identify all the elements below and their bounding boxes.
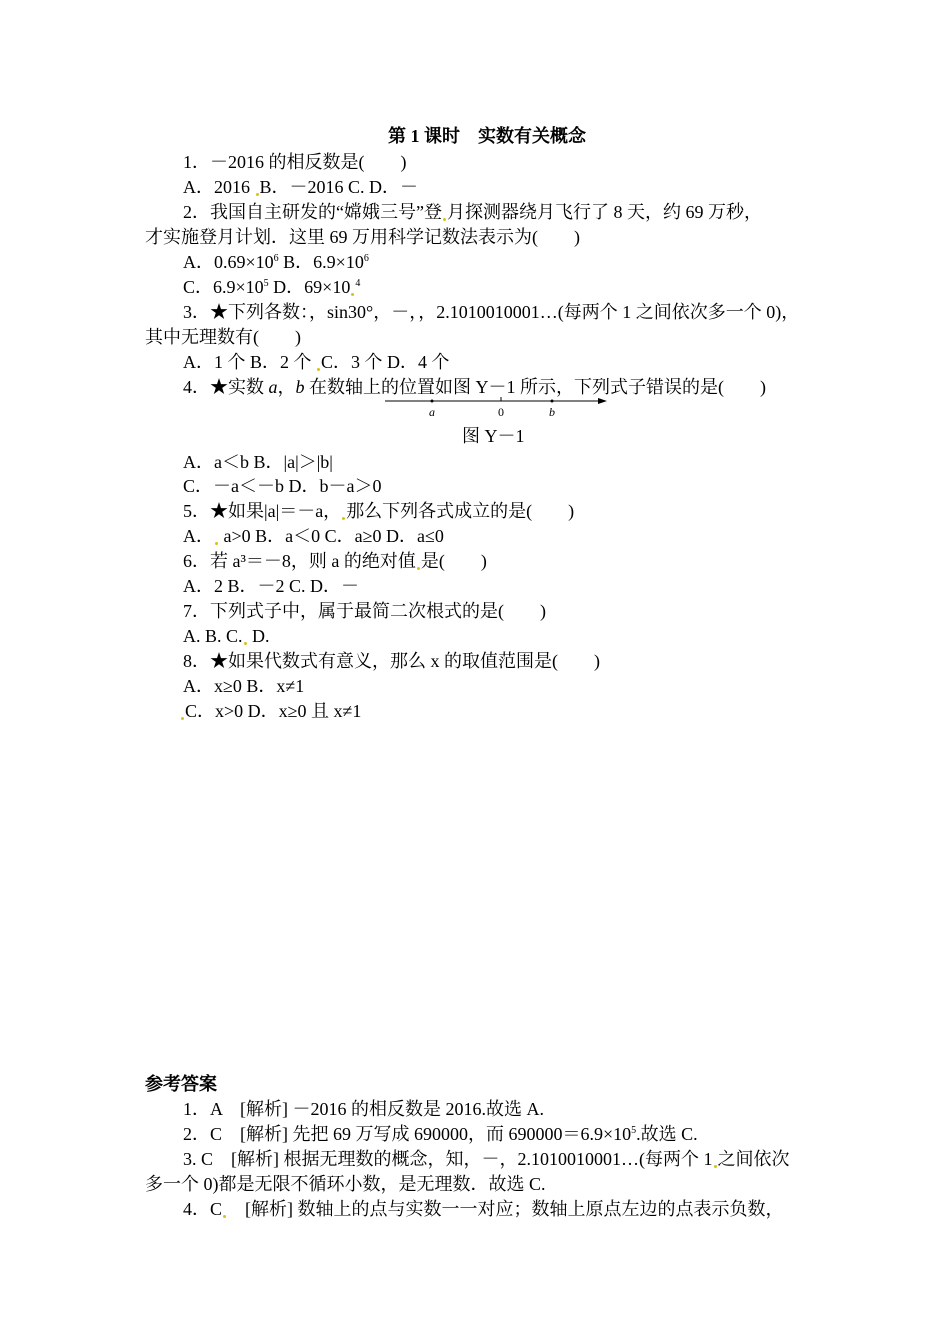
option-text: C．x>0 D．x≥0 且 x≠1 xyxy=(185,701,362,721)
question-2-options-ab xyxy=(183,250,369,274)
question-2-line2: 才实施登月计划．这里 69 万用科学记数法表示为( ) xyxy=(145,227,580,247)
question-1: 1．－2016 的相反数是( ) xyxy=(183,152,407,172)
question-4-options-cd: C．－a＜－b D．b－a＞0 xyxy=(183,476,382,496)
question-8-options-ab: A．x≥0 B．x≠1 xyxy=(183,676,305,696)
marker-dot xyxy=(181,717,184,720)
question-7-options xyxy=(183,624,270,648)
exponent: 4 xyxy=(355,278,361,289)
question-3: 3．★下列各数：，sin30°，－，，2.1010010001…(每两个 1 之间依次多一个 0)， xyxy=(183,302,800,322)
stem-part: 6．若 a³＝－8，则 a 的绝对值 xyxy=(183,551,416,571)
answer-1: 1．A [解析] －2016 的相反数是 2016.故选 A. xyxy=(183,1099,544,1119)
answer-3-line2: 多一个 0)都是无限不循环小数，是无理数．故选 C. xyxy=(145,1174,546,1194)
question-1-options xyxy=(183,175,418,199)
question-6 xyxy=(183,549,487,573)
question-7: 7．下列式子中，属于最简二次根式的是( ) xyxy=(183,601,546,621)
marker-dot xyxy=(215,542,218,545)
marker-dot xyxy=(342,517,345,520)
stem-part: ， xyxy=(277,377,296,397)
label-a: a xyxy=(429,405,435,419)
question-2-options-cd xyxy=(183,275,360,299)
marker-dot xyxy=(417,567,420,570)
marker-dot xyxy=(317,368,320,371)
option-text: C．6.9×10 xyxy=(183,277,264,297)
marker-dot xyxy=(351,293,354,296)
point-b xyxy=(551,400,554,403)
question-3-line2: 其中无理数有( ) xyxy=(145,327,301,347)
marker-dot xyxy=(443,218,446,221)
exponent: 5 xyxy=(263,278,269,289)
stem-part: 月探测器绕月飞行了 8 天，约 69 万秒， xyxy=(446,202,762,222)
stem-part: 是( ) xyxy=(420,551,487,571)
exponent: 6 xyxy=(363,253,369,264)
option-text: A．1 个 B．2 个 xyxy=(183,352,317,372)
stem-part: 在数轴上的位置如图 Y－1 所示，下列式子错误的是( ) xyxy=(304,377,766,397)
label-b: b xyxy=(549,405,555,419)
option-text: C．3 个 D．4 个 xyxy=(321,352,450,372)
option-text: D. xyxy=(247,626,270,646)
number-line-figure xyxy=(385,392,607,422)
answer-4 xyxy=(183,1197,784,1221)
exponent: 5 xyxy=(631,1125,637,1136)
marker-dot xyxy=(223,1215,226,1218)
answer-text: 4．C xyxy=(183,1199,223,1219)
variable-a: a xyxy=(268,377,278,397)
question-3-options xyxy=(183,350,450,374)
marker-dot xyxy=(714,1165,717,1168)
stem-part: 那么下列各式成立的是( ) xyxy=(346,501,575,521)
figure-caption: 图 Y－1 xyxy=(462,426,525,446)
answer-text: 3. C [解析] 根据无理数的概念，知，－，2.1010010001…(每两个 1 xyxy=(183,1149,713,1169)
option-text: A. B. C. xyxy=(183,626,243,646)
exponent: 6 xyxy=(273,253,279,264)
answer-text: [解析] 数轴上的点与实数一一对应；数轴上原点左边的点表示负数， xyxy=(227,1199,784,1219)
option-text: a>0 B．a＜0 C．a≥0 D．a≤0 xyxy=(219,526,444,546)
option-text: D．69×10 xyxy=(268,277,351,297)
stem-part: 2．我国自主研发的“嫦娥三号”登 xyxy=(183,202,442,222)
option-text: A．2016 xyxy=(183,177,250,197)
stem-part: 5．★如果|a|＝－a， xyxy=(183,501,342,521)
question-8-options-cd xyxy=(180,699,361,723)
option-text: A． xyxy=(183,526,214,546)
question-5-options xyxy=(183,524,444,548)
marker-dot xyxy=(256,193,259,196)
answer-text: .故选 C. xyxy=(636,1124,698,1144)
label-zero: 0 xyxy=(498,405,504,419)
answers-heading: 参考答案 xyxy=(145,1074,217,1094)
answer-text: 2．C [解析] 先把 69 万写成 690000，而 690000＝6.9×10 xyxy=(183,1124,632,1144)
answer-2 xyxy=(183,1122,698,1146)
option-text: A．0.69×10 xyxy=(183,252,274,272)
question-6-options: A．2 B．－2 C. D．－ xyxy=(183,576,360,596)
answer-3 xyxy=(183,1147,790,1171)
answer-text: 之间依次 xyxy=(717,1149,790,1169)
option-text: B．－2016 C. D．－ xyxy=(259,177,419,197)
question-4-options-ab: A．a＜b B．|a|＞|b| xyxy=(183,452,333,472)
question-5 xyxy=(183,499,574,523)
option-text: B．6.9×10 xyxy=(278,252,364,272)
question-2 xyxy=(183,200,762,224)
arrow-head-icon xyxy=(598,398,607,404)
variable-b: b xyxy=(295,377,305,397)
point-a xyxy=(431,400,434,403)
stem-part: 4．★实数 xyxy=(183,377,269,397)
page-title: 第 1 课时 实数有关概念 xyxy=(388,126,586,146)
marker-dot xyxy=(244,642,247,645)
question-8: 8．★如果代数式有意义，那么 x 的取值范围是( ) xyxy=(183,651,600,671)
